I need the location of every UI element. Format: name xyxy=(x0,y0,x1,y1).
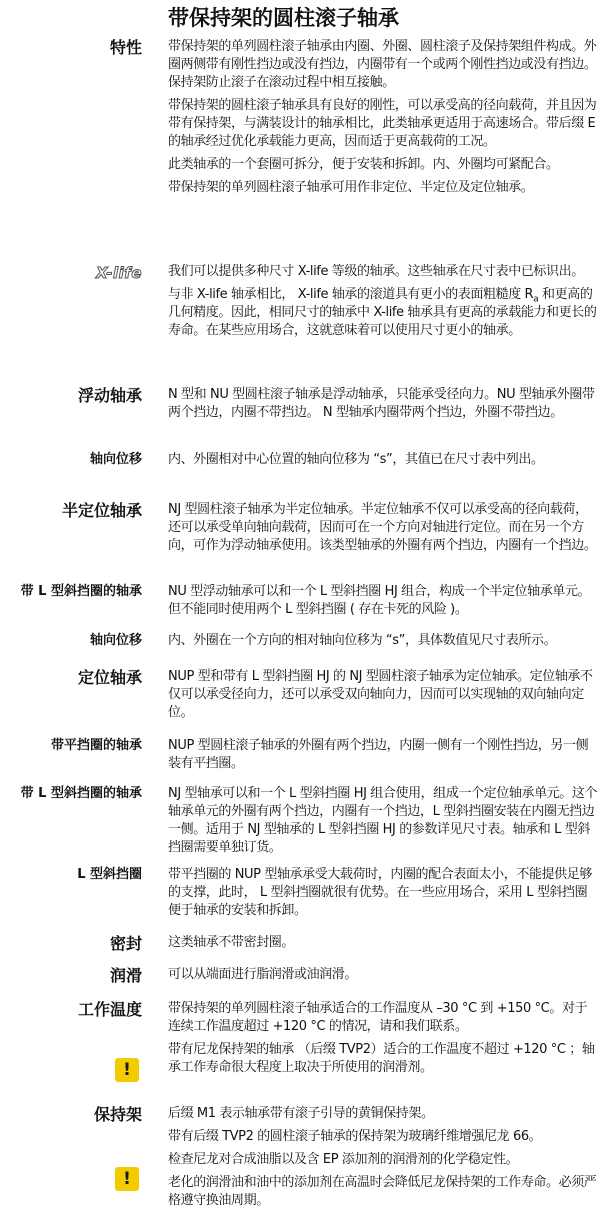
text-run: 和更高的几何精度。因此，相同尺寸的轴承中 X-life 轴承具有更高的承载能力和更长的寿命。在某些应用场合，这就意味着可以使用尺寸更小的轴承。 xyxy=(168,287,597,338)
section-text xyxy=(168,785,598,862)
paragraph: 这类轴承不带密封圈。 xyxy=(168,935,295,950)
paragraph: NUP 型和带有 L 型斜挡圈 HJ 的 NJ 型圆柱滚子轴承为定位轴承。定位轴承不仅可以承受径向力，还可以承受双向轴向力，因而可以实现轴的双向轴向定位。 xyxy=(168,669,593,720)
paragraph: 老化的润滑油和油中的添加剂在高温时会降低尼龙保持架的工作寿命。必须严格遵守换油周期。 xyxy=(168,1175,597,1208)
section-label: 浮动轴承 xyxy=(77,386,142,405)
section-text xyxy=(168,966,598,989)
section-label: L 型斜挡圈 xyxy=(77,867,142,882)
section-label: 工作温度 xyxy=(77,1000,142,1019)
xlife-logo: X-life xyxy=(96,264,142,282)
section-text xyxy=(168,1000,598,1082)
paragraph: 检查尼龙对合成油脂以及含 EP 添加剂的润滑剂的化学稳定性。 xyxy=(168,1152,519,1167)
section-text xyxy=(168,386,598,427)
paragraph: NU 型浮动轴承可以和一个 L 型斜挡圈 HJ 组合，构成一个半定位轴承单元。但不能同时使用两个 L 型斜挡圈 ( 存在卡死的风险 )。 xyxy=(168,584,591,617)
section-label: 密封 xyxy=(109,934,142,953)
paragraph: N 型和 NU 型圆柱滚子轴承是浮动轴承，只能承受径向力。NU 型轴承外圈带两个挡边，内圈不带挡边。 N 型轴承内圈带两个挡边，外圈不带挡边。 xyxy=(168,387,595,420)
section-label: 轴向位移 xyxy=(89,452,142,467)
section-text xyxy=(168,866,598,925)
paragraph: 内、外圈在一个方向的相对轴向位移为 “s”，具体数值见尺寸表所示。 xyxy=(168,633,557,648)
paragraph: NUP 型圆柱滚子轴承的外圈有两个挡边，内圈一侧有一个刚性挡边，另一侧装有平挡圈。 xyxy=(168,738,589,771)
section-label: 润滑 xyxy=(109,966,142,985)
paragraph: 带保持架的圆柱滚子轴承具有良好的刚性，可以承受高的径向载荷，并且因为带有保持架，与满装设计的轴承相比，此类轴承更适用于高速场合。带后缀 E 的轴承经过优化承载能力更高，因而适于更高载荷的工况。 xyxy=(168,98,597,149)
section-text xyxy=(168,38,598,202)
page-title: 带保持架的圆柱滚子轴承 xyxy=(168,6,399,30)
paragraph: 带平挡圈的 NUP 型轴承承受大载荷时，内圈的配合表面太小，不能提供足够的支撑，此时， L 型斜挡圈就很有优势。在一些应用场合，采用 L 型斜挡圈便于轴承的安装和拆卸。 xyxy=(168,867,592,918)
section-label: 保持架 xyxy=(93,1105,142,1124)
section-text xyxy=(168,934,598,957)
section-text xyxy=(168,583,598,624)
section-label: 带 L 型斜挡圈的轴承 xyxy=(20,584,142,599)
section-label: 带 L 型斜挡圈的轴承 xyxy=(20,786,142,801)
subscript: a xyxy=(533,294,539,305)
section-label: 定位轴承 xyxy=(77,668,142,687)
paragraph: NJ 型轴承可以和一个 L 型斜挡圈 HJ 组合使用，组成一个定位轴承单元。这个轴承单元的外圈有两个挡边，内圈有一个挡边，L 型斜挡圈安装在内圈无挡边一侧。适用于 NJ 型轴承的 L 型斜挡圈 HJ 的参数详见尺寸表。轴承和 L 型斜挡圈需要单独订货。 xyxy=(168,786,598,855)
paragraph: 带保持架的单列圆柱滚子轴承适合的工作温度从 –30 °C 到 +150 °C。对于连续工作温度超过 +120 °C 的情况，请和我们联系。 xyxy=(168,1001,588,1034)
paragraph: 带保持架的单列圆柱滚子轴承可用作非定位、半定位及定位轴承。 xyxy=(168,180,534,195)
paragraph: 带有尼龙保持架的轴承 （后缀 TVP2）适合的工作温度不超过 +120 °C ；轴承工作寿命很大程度上取决于所使用的润滑剂。 xyxy=(168,1042,595,1075)
section-text xyxy=(168,632,598,655)
section-text xyxy=(168,668,598,727)
section-label: 轴向位移 xyxy=(89,633,142,648)
paragraph: NJ 型圆柱滚子轴承为半定位轴承。半定位轴承不仅可以承受高的径向载荷，还可以承受单向轴向载荷，因而可在一个方向对轴进行定位。而在另一个方向，可作为浮动轴承使用。该类型轴承的外圈有两个挡边，内圈有一个挡边。 xyxy=(168,502,597,553)
section-label: 特性 xyxy=(109,38,142,57)
section-label: 带平挡圈的轴承 xyxy=(50,738,142,753)
paragraph: 带有后缀 TVP2 的圆柱滚子轴承的保持架为玻璃纤维增强尼龙 66。 xyxy=(168,1129,542,1144)
warning-icon: ! xyxy=(115,1167,139,1191)
text-run: 与非 X-life 轴承相比， X-life 轴承的滚道具有更小的表面粗糙度 R xyxy=(168,287,534,302)
paragraph: 可以从端面进行脂润滑或油润滑。 xyxy=(168,967,358,982)
section-text xyxy=(168,263,598,345)
section-text xyxy=(168,737,598,778)
section-text xyxy=(168,451,598,474)
section-text xyxy=(168,1105,598,1215)
section-label: 半定位轴承 xyxy=(61,501,142,520)
warning-icon: ! xyxy=(115,1058,139,1082)
paragraph xyxy=(168,286,598,340)
paragraph: 后缀 M1 表示轴承带有滚子引导的黄铜保持架。 xyxy=(168,1106,434,1121)
section-text xyxy=(168,501,598,560)
paragraph: 内、外圈相对中心位置的轴向位移为 “s”，其值已在尺寸表中列出。 xyxy=(168,452,544,467)
paragraph: 此类轴承的一个套圈可拆分，便于安装和拆卸。内、外圈均可紧配合。 xyxy=(168,157,559,172)
paragraph: 带保持架的单列圆柱滚子轴承由内圈、外圈、圆柱滚子及保持架组件构成。外圈两侧带有刚性挡边或没有挡边，内圈带有一个或两个刚性挡边或没有挡边。保持架防止滚子在滚动过程中相互接触。 xyxy=(168,39,597,90)
paragraph: 我们可以提供多种尺寸 X-life 等级的轴承。这些轴承在尺寸表中已标识出。 xyxy=(168,264,584,279)
